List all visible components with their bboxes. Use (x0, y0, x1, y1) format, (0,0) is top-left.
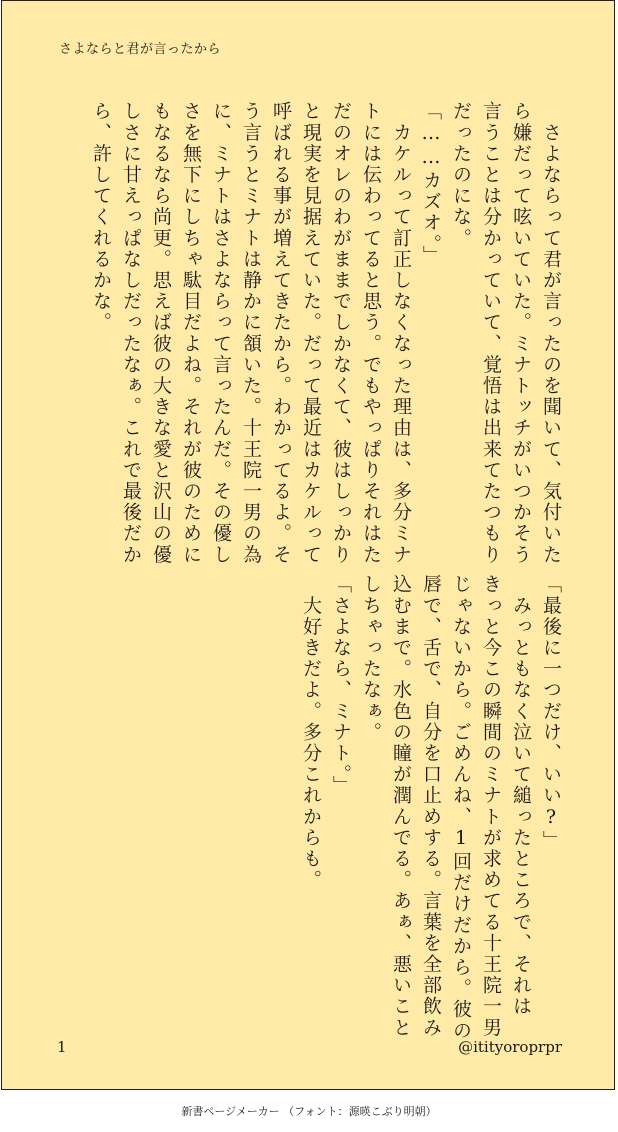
text-line: トには伝わってると思う。でもやっぱりそれはた (360, 101, 382, 566)
text-line: しさに甘えっぱなしだったなぁ。これで最後だか (120, 101, 142, 566)
footer-credit: 新書ページメーカー （フォント：源暎こぶり明朝） (181, 1105, 437, 1118)
novel-page (1, 0, 615, 1090)
text-line: 「最後に一つだけ、いい?」 (540, 574, 562, 852)
text-line: 大好きだよ。多分これからも。 (300, 574, 322, 891)
text-line: さよならって君が言ったのを聞いて、気付いた (540, 101, 562, 566)
text-line: と現実を見据えていた。だって最近はカケルって (300, 101, 322, 566)
page-title: さよならと君が言ったから (59, 42, 222, 57)
text-line: 呼ばれる事が増えてきたから。わかってるよ。そ (270, 101, 292, 566)
author-handle: @itityoroprpr (458, 1038, 562, 1056)
body-text-block-2 (296, 574, 566, 1044)
text-line: みっともなく泣いて縋ったところで、それは (510, 574, 532, 1018)
text-line: カケルって訂正しなくなった理由は、多分ミナ (390, 101, 412, 566)
text-line: だのオレのわがままでしかなくて、彼はしっかり (330, 101, 352, 566)
text-line: さを無下にしちゃ駄目だよね。それが彼のために (180, 101, 202, 566)
text-line: 「さよなら、ミナト。」 (330, 574, 352, 797)
text-line: に、ミナトはさよならって言ったんだ。その優し (210, 101, 232, 566)
text-line: じゃないから。ごめんね、1回だけだから。彼の (450, 574, 472, 1042)
text-line: 唇で、舌で、自分を口止めする。言葉を全部飲み (420, 574, 442, 1039)
text-line: しちゃったなぁ。 (360, 574, 382, 743)
text-line: きっと今この瞬間のミナトが求めてる十王院一男 (480, 574, 502, 1039)
text-line: ら嫌だって呟いていた。ミナトッチがいつかそう (510, 101, 532, 566)
text-line: う言うとミナトは静かに頷いた。十王院一男の為 (240, 101, 262, 566)
text-line: 「……カズオ。」 (420, 101, 442, 267)
text-line: だったのにな。 (450, 101, 472, 249)
text-line: 言うことは分かっていて、覚悟は出来てたつもり (480, 101, 502, 566)
body-text-block-1 (86, 101, 566, 571)
text-line: ら、許してくれるかな。 (90, 101, 112, 334)
text-line: 込むまで。水色の瞳が潤んでる。あぁ、悪いこと (390, 574, 412, 1039)
page-number: 1 (57, 1038, 67, 1056)
text-line: もなるなら尚更。思えば彼の大きな愛と沢山の優 (150, 101, 172, 566)
